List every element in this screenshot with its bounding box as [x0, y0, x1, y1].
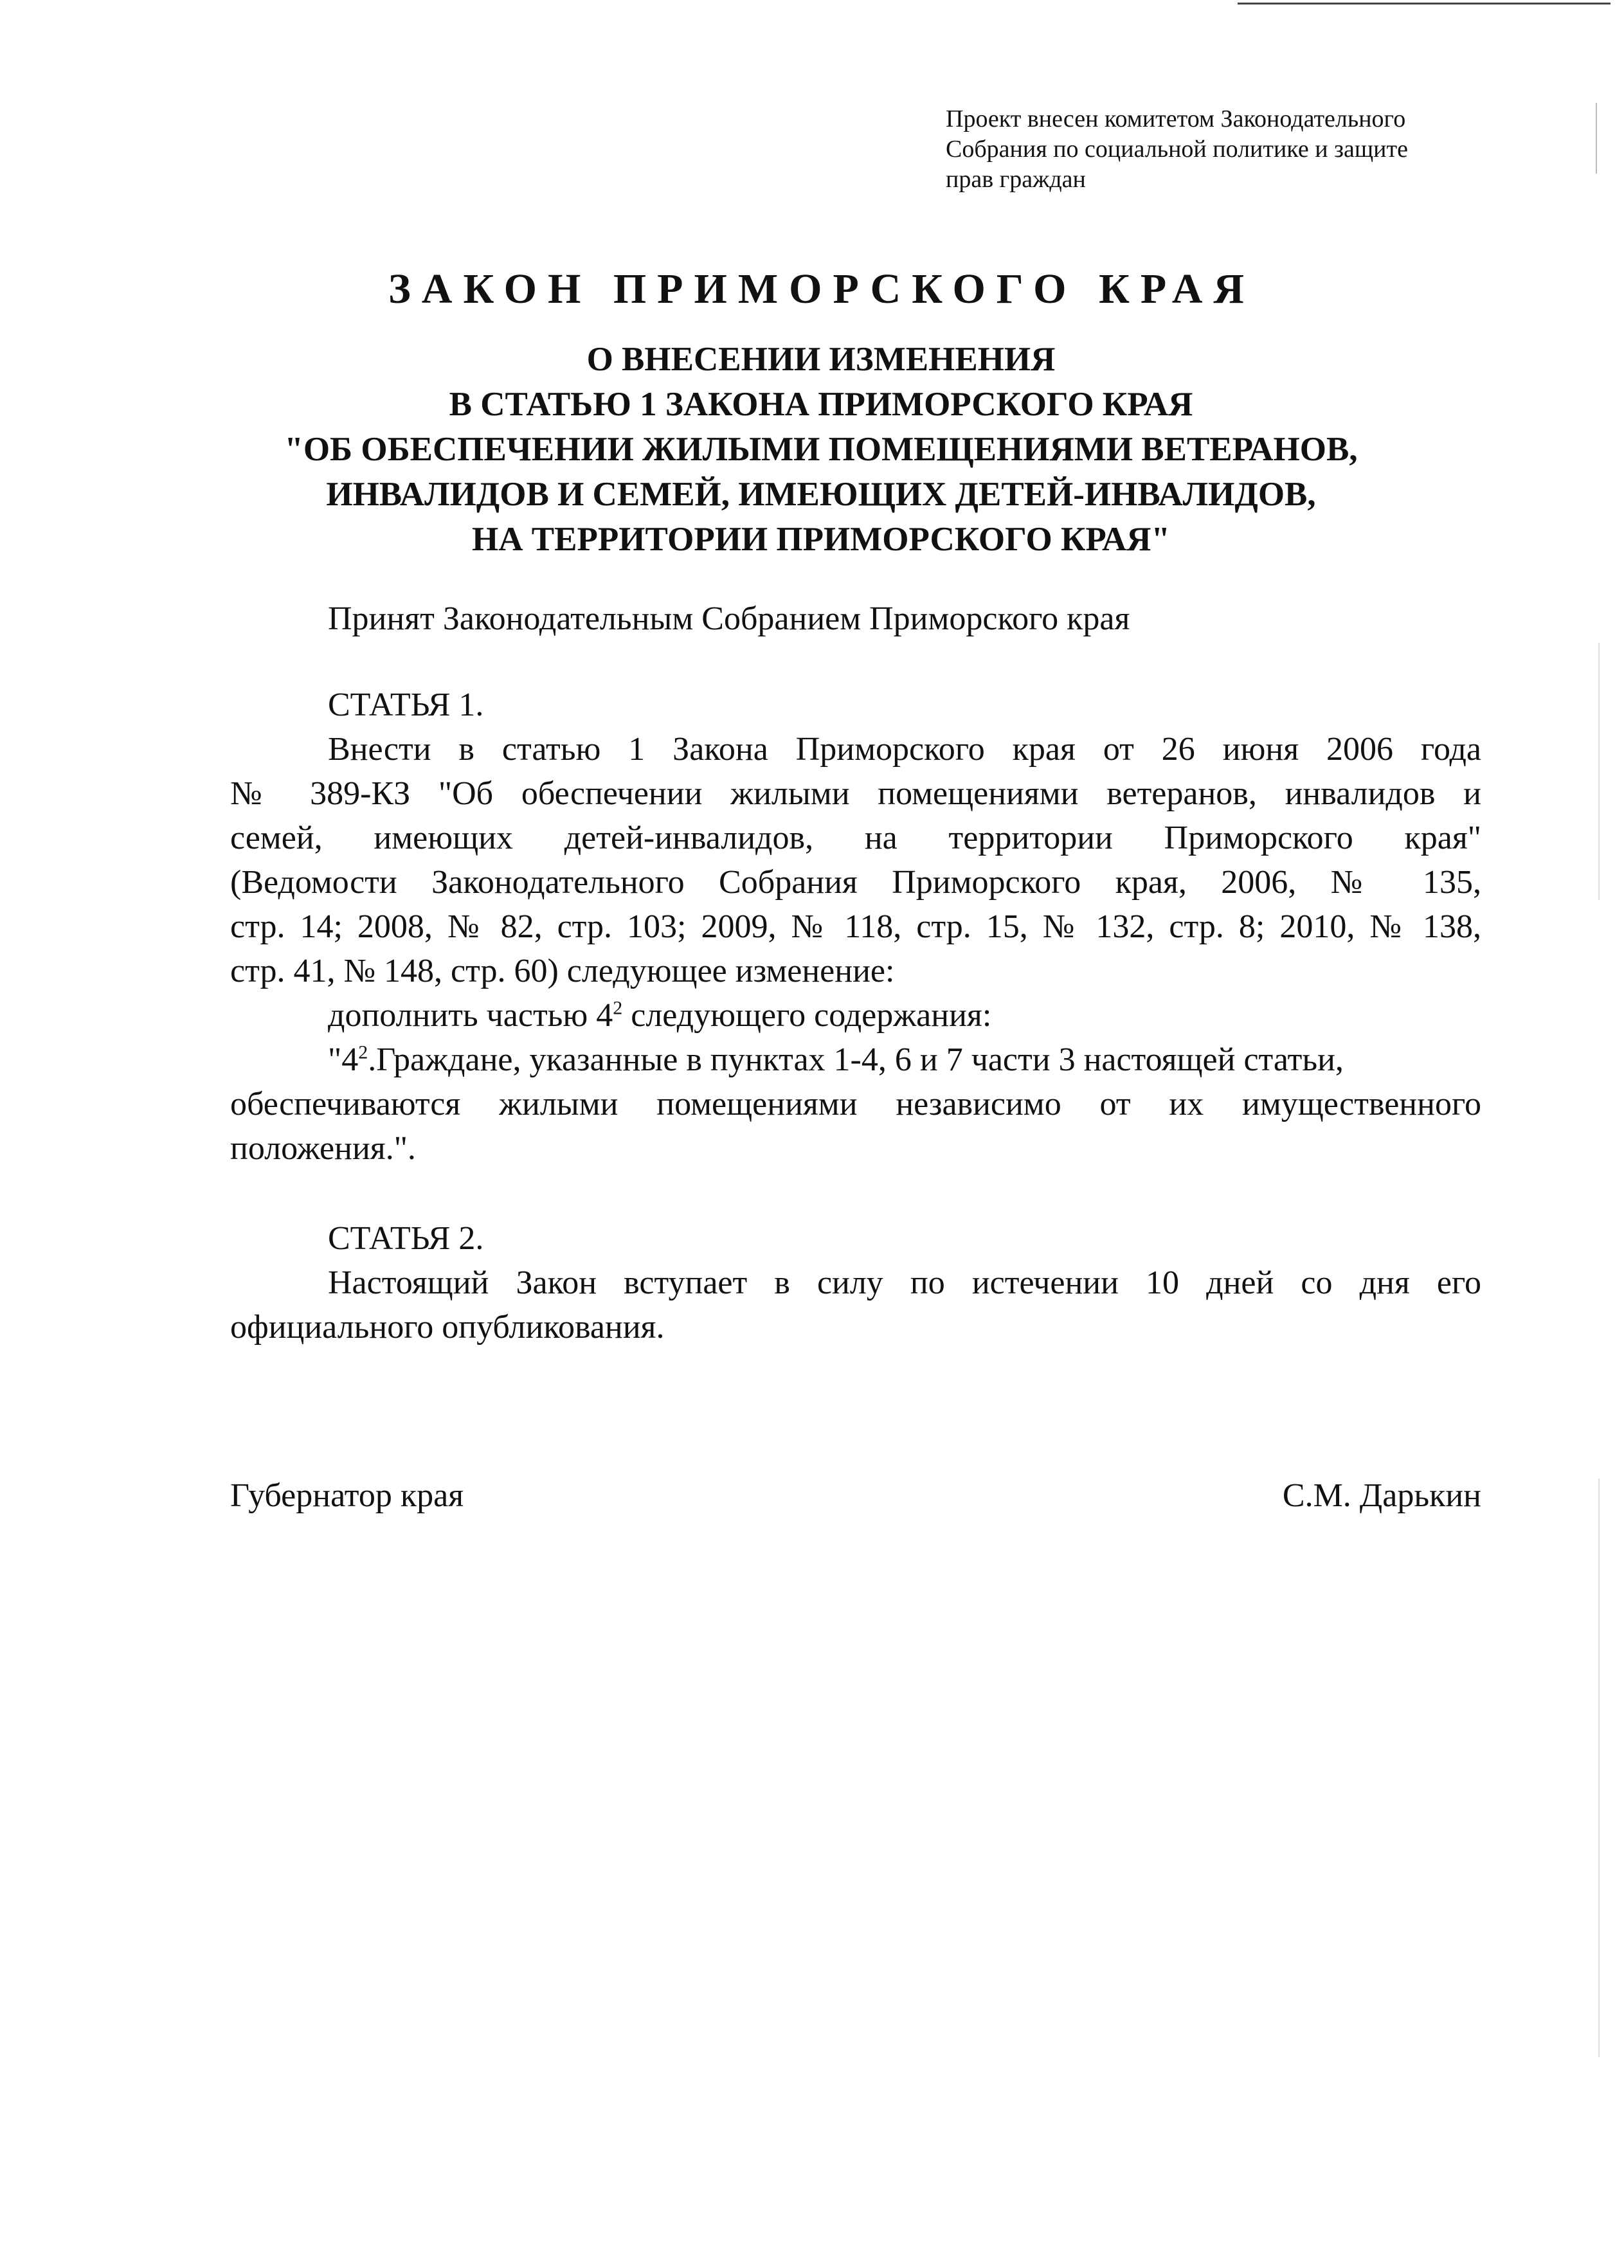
draft-note-line: Проект внесен комитетом Законодательного — [946, 105, 1406, 132]
subtitle-line: В СТАТЬЮ 1 ЗАКОНА ПРИМОРСКОГО КРАЯ — [449, 386, 1193, 423]
body-line: официального опубликования. — [230, 1309, 665, 1346]
document-title: ЗАКОН ПРИМОРСКОГО КРАЯ — [388, 266, 1256, 312]
body-line: стр. 14; 2008, № 82, стр. 103; 2009, № 118, стр. 15, № 132, стр. 8; 2010, № 138, — [230, 908, 1481, 945]
scan-edge-marks — [1596, 103, 1597, 174]
adoption-statement: Принят Законодательным Собранием Приморского края — [328, 600, 1130, 637]
quote-text: .Граждане, указанные в пунктах 1-4, 6 и 7 части 3 настоящей статьи, — [368, 1041, 1344, 1078]
draft-note — [946, 104, 1408, 195]
article-2-heading: СТАТЬЯ 2. — [328, 1220, 484, 1257]
body-line: № 389-КЗ "Об обеспечении жилыми помещениями ветеранов, инвалидов и — [230, 775, 1481, 812]
draft-note-line: прав граждан — [946, 166, 1086, 193]
draft-note-line: Собрания по социальной политике и защите — [946, 136, 1408, 163]
subtitle-line: ИНВАЛИДОВ И СЕМЕЙ, ИМЕЮЩИХ ДЕТЕЙ-ИНВАЛИДОВ, — [326, 476, 1316, 513]
body-line: Настоящий Закон вступает в силу по истечении 10 дней со дня его — [328, 1264, 1481, 1301]
article-2 — [230, 1216, 1481, 1349]
signature-name: С.М. Дарькин — [1282, 1477, 1481, 1514]
subtitle-line: О ВНЕСЕНИИ ИЗМЕНЕНИЯ — [586, 341, 1056, 378]
supplement-line — [230, 993, 1481, 1038]
quote-text: "4 — [328, 1041, 359, 1078]
body-line: семей, имеющих детей-инвалидов, на территории Приморского края" — [230, 820, 1481, 856]
article-1 — [230, 683, 1481, 1171]
subtitle-line: НА ТЕРРИТОРИИ ПРИМОРСКОГО КРАЯ" — [472, 521, 1170, 558]
supplement-text: следующего содержания: — [622, 997, 992, 1034]
scan-edge-marks — [1598, 643, 1600, 900]
scan-edge-marks — [1598, 1479, 1600, 2057]
article-1-heading: СТАТЬЯ 1. — [328, 687, 484, 723]
signature-position: Губернатор края — [230, 1477, 464, 1514]
superscript: 2 — [358, 1041, 368, 1063]
scan-edge-line — [1238, 3, 1610, 4]
body-line: Внести в статью 1 Закона Приморского края от 26 июня 2006 года — [328, 731, 1481, 768]
superscript: 2 — [613, 997, 623, 1019]
quote-line: положения.". — [230, 1130, 416, 1167]
subtitle-line: "ОБ ОБЕСПЕЧЕНИИ ЖИЛЫМИ ПОМЕЩЕНИЯМИ ВЕТЕРАНОВ, — [284, 431, 1358, 468]
supplement-text: дополнить частью 4 — [328, 997, 613, 1034]
body-line: стр. 41, № 148, стр. 60) следующее изменение: — [230, 953, 895, 989]
quote-line: обеспечиваются жилыми помещениями независимо от их имущественного — [230, 1086, 1481, 1122]
quote-line — [230, 1038, 1481, 1082]
document-subtitle — [0, 337, 1624, 562]
body-line: (Ведомости Законодательного Собрания Приморского края, 2006, № 135, — [230, 864, 1481, 901]
